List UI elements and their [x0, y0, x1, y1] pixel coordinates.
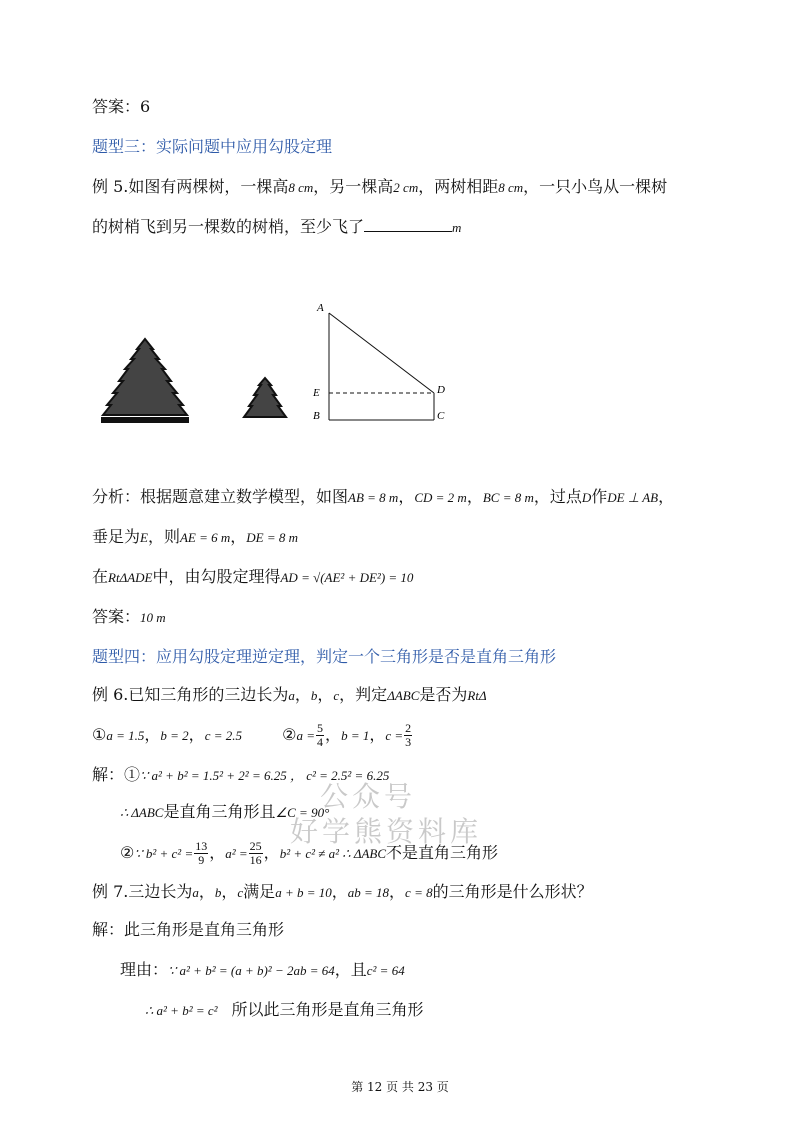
fraction-13-9: $\frac{13}{9}$ — [195, 839, 208, 867]
fraction-2-3: $\frac{2}{3}$ — [405, 721, 412, 749]
label-D: D — [437, 384, 445, 396]
example-6-solution-line3: ②∵ b² + c² = $\frac{13}{9}$ ，a² = $\frac{25}{16}$ ，b² + c² ≠ a² ∴ ΔABC不是直角三角形 — [120, 839, 499, 867]
example-7-solution-line3: ∴ a² + b² = c² 所以此三角形是直角三角形 — [145, 1000, 424, 1019]
example-7-solution-line1: 解：此三角形是直角三角形 — [92, 920, 285, 939]
example-6-line1: 例 6.已知三角形的三边长为a，b，c，判定ΔABC是否为RtΔ — [92, 685, 487, 704]
example-7-solution-line2: 理由：∵ a² + b² = (a + b)² − 2ab = 64，且c² = 64 — [120, 960, 405, 979]
label-E: E — [313, 387, 320, 399]
answer-blank — [364, 217, 452, 232]
analysis-line1: 分析：根据题意建立数学模型，如图AB = 8 m，CD = 2 m，BC = 8 m，过点D作DE ⊥ AB， — [92, 487, 675, 506]
example-6-solution-line1: 解：①∵ a² + b² = 1.5² + 2² = 6.25 ， c² = 2.5² = 6.25 — [92, 765, 390, 784]
label-B: B — [313, 410, 320, 422]
label-A: A — [317, 302, 324, 314]
example-5-line1: 例 5.如图有两棵树，一棵高8 cm，另一棵高2 cm，两树相距8 cm，一只小鸟从一棵树 — [92, 177, 668, 196]
geometry-diagram — [305, 295, 455, 425]
answer-2: 答案：10 m — [92, 607, 166, 626]
fraction-5-4: $\frac{5}{4}$ — [317, 721, 324, 749]
watermark-line2: 好学熊资料库 — [290, 815, 483, 848]
label-C: C — [437, 410, 445, 422]
watermark-line1: 公众号 — [320, 780, 417, 813]
short-tree-illustration — [240, 375, 290, 425]
section-heading-4: 题型四：应用勾股定理逆定理，判定一个三角形是否是直角三角形 — [92, 647, 557, 666]
tall-tree-illustration — [95, 335, 195, 430]
example-5-line2: 的树梢飞到另一棵数的树梢，至少飞了 m — [92, 217, 462, 236]
answer-1: 答案：6 — [92, 97, 151, 116]
analysis-line3: 在RtΔADE中，由勾股定理得AD = √(AE² + DE²) = 10 — [92, 567, 414, 586]
example-6-solution-line2: ∴ ΔABC是直角三角形且∠C = 90° — [120, 802, 330, 821]
page-footer: 第 12 页 共 23 页 — [351, 1080, 449, 1094]
example-6-line2: ①a = 1.5，b = 2，c = 2.5 ②a = $\frac{5}{4}$ ，b = 1，c = $\frac{2}{3}$ — [92, 721, 412, 749]
analysis-line2: 垂足为E，则AE = 6 m，DE = 8 m — [92, 527, 299, 546]
example-7-line1: 例 7.三边长为a，b，c满足a + b = 10，ab = 18，c = 8的三角形是什么形状？ — [92, 882, 593, 901]
section-heading-3: 题型三：实际问题中应用勾股定理 — [92, 137, 333, 156]
fraction-25-16: $\frac{25}{16}$ — [249, 839, 262, 867]
